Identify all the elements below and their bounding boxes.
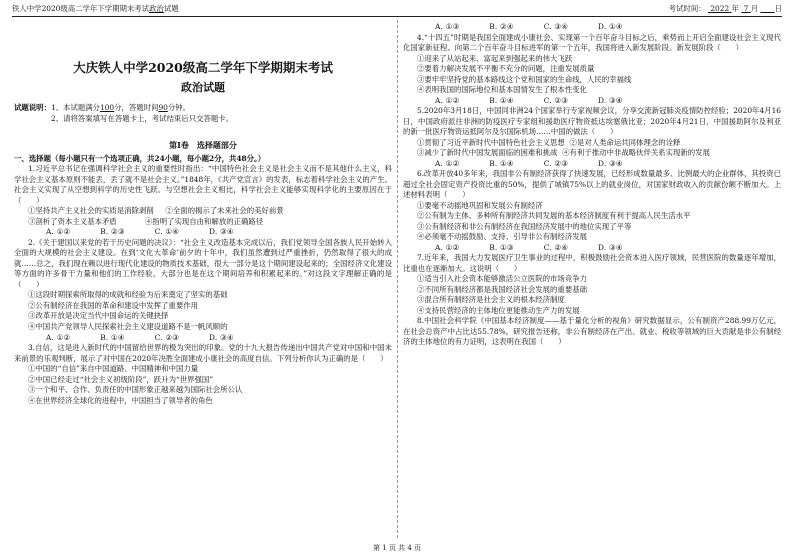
header-subject: 政治 [149,4,164,13]
header-year-unit: 年 [731,4,739,13]
q2-option-2: ②公有制经济在我国的革命和建设中发挥了重要作用 [28,300,198,310]
q4-option-4: ④表明我国的国际地位和基本国情发生了根本性变化 [417,85,587,95]
q1-options-row2: ③剖析了资本主义基本矛盾 ④指明了实现自由和解放的正确路径 [28,216,264,226]
q7-option-3: ③混合所有制经济是社会主义的根本经济制度 [417,295,565,305]
left-column [14,22,392,538]
q3-option-3: ③一个和平、合作、负责任的中国形象正越来越为国际社会所公认 [28,385,243,395]
q3-option-2: ②中国已经走过“社会主义初级阶段”，跃升为“世界强国” [28,374,214,384]
right-column [403,22,781,538]
header-suffix: 试题 [163,4,179,13]
header-left [12,4,179,16]
q7-option-4: ④支持民营经济的主体地位更能推动生产力的发展 [417,305,580,315]
q4-answers: A. ①② B. ①④ C. ②③ D. ③④ [435,95,623,105]
q3-option-4: ④在世界经济全球化的进程中，中国担当了领导者的角色 [28,395,213,405]
q3-option-1: ①中国的“自信”来自中国道路、中国精神和中国力量 [28,364,199,374]
page-header [12,4,782,17]
exam-title: 大庆铁人中学2020级高二学年下学期期末考试 [73,60,333,75]
question-3: 3.自信，这是进入新时代的中国留给世界的极为突出的印象。党的十九大报告传递出中国共产党对中国和中国未来前景的乐观判断，展示了对中国在2020年决胜全面建成小康社会的高度自信。下列分析你认为正确的是（ ） [14,343,392,363]
q4-option-1: ①迎来了从站起来、富起来到强起来的伟大飞跃 [417,53,573,63]
q6-answers: A. ①② B. ①③ C. ②④ D. ③④ [435,242,623,252]
q1-options-row1: ①坚持共产主义社会的实质是消除剥削 ②全面的揭示了未来社会的美好前景 [28,206,284,216]
question-1: 1.习近平总书记在强调科学社会主义的重要性时指出：“中国特色社会主义是社会主义而不是其他什么主义，科学社会主义基本原则不能丢，丢了就不是社会主义。”1848年，《共产党宣言》的发表，标志着科学社会主义的产生。社会主义实现了从空想到科学的历史性飞跃。与空想社会主义相比，科学社会主义能够实现科学化的主要原因在于（ ） [14,164,392,205]
q3-answers: A. ①③ B. ②④ C. ③④ D. ①④ [435,22,623,31]
q1-answers: A. ①② B. ②③ C. ①④ D. ③④ [46,227,234,237]
q2-answers: A. ①② B. ①④ C. ②③ D. ③④ [46,332,234,342]
question-8: 8.中国社会科学院《中国基本经济制度——基于量化分析的视角》研究数据显示，公有制资产288.99万亿元，在社会总资产中占比达55.78%。研究报告还称，非公有制经济在产出、就业、税收等领域的巨大贡献是非公有制经济的主体地位的有力证明，这表明在我国（ ） [403,316,781,347]
header-month: 7 [743,4,749,13]
q6-option-2: ②公有制为主体、多种所有制经济共同发展的基本经济制度有利于提高人民生活水平 [417,211,691,221]
q5-options-row1: ①贯彻了习近平新时代中国特色社会主义思想 ②是对人类命运共同体理念的诠释 [417,137,681,147]
q7-option-1: ①适当引入社会资本能够激活公立医院的市场竞争力 [417,274,587,284]
header-year: 2022 [710,4,730,13]
q5-options-row2: ③减少了新时代中国发展面临的困难和挑战 ④有利于推动中非战略伙伴关系实现新的发展 [417,148,710,158]
header-time-label: 考试时间： [668,4,706,13]
exam-note-1: 试题说明：1、本试题满分100分，答题时间90分钟。 [14,103,191,113]
q2-option-3: ③改革开放是决定当代中国命运的关键抉择 [28,311,169,321]
exam-note-2: 2、请将答案填写在答题卡上，考试结束后只交答题卡。 [51,113,234,123]
header-school: 铁人中学2020级高二学年下学期期末考试 [12,4,150,13]
header-right [669,4,782,16]
q2-option-1: ①这段时期探索所取得的成就和经验为后来奠定了坚实的基础 [28,290,228,300]
header-day [760,4,774,13]
q7-option-2: ②不同所有制经济都是我国经济社会发展的重要基础 [417,284,587,294]
question-2: 2.《关于建国以来党的若干历史问题的决议》：“社会主义改造基本完成以后，我们党领导全国各族人民开始转入全面的大规模的社会主义建设。在到‘文化大革命’前夕的十年中，我们虽然遭到过严重挫折，仍然取得了很大的成就……总之，我们现在赖以进行现代化建设的物质技术基础，很大一部分是这个期间建设起来的；全国经济文化建设等方面的许多骨干力量和他们的工作经验，大部分也是在这个期间培养和积累起来的。”对这段文字理解正确的是（ ） [14,237,392,289]
question-6: 6.改革开放40多年来，我国非公有制经济获得了快速发展，已经形成数量最多、比例最大的企业群体，其投资已超过全社会固定资产投资比重的50%，提供了城镇75%以上的就业岗位，对国家财政收入的贡献份额不断加大。上述材料表明（ ） [403,169,781,200]
q4-option-3: ③要牢牢坚持党的基本路线这个党和国家的生命线，人民的幸福线 [417,74,632,84]
exam-subtitle: 政治试题 [181,80,225,94]
q6-option-3: ③公有制经济和非公有制经济在我国经济发展中的地位实现了平等 [417,221,632,231]
q6-option-1: ①要毫不动摇地巩固和发展公有制经济 [417,200,543,210]
part-title: 一、选择题（每小题只有一个选项正确，共24小题，每小题2分，共48分。） [14,153,266,163]
header-day-unit: 日 [774,4,782,13]
question-4: 4.“十四五”时期是我国全面建成小康社会、实现第一个百年奋斗目标之后，乘势而上开启全面建设社会主义现代化国家新征程、向第二个百年奋斗目标进军的第一个五年，我国将进入新发展阶段。新发展阶段（ ） [403,32,781,53]
section-title: 第Ⅰ卷 选择题部分 [169,140,237,151]
column-divider [397,20,398,538]
q6-option-4: ④必须毫不动摇鼓励、支持、引导非公有制经济发展 [417,232,587,242]
page-footer: 第 1 页 共 4 页 [372,544,422,553]
question-5: 5.2020年3月18日，中国同非洲24个国家举行专家视频会议，分享交流新冠肺炎疫情防控经验；2020年4月16日，中国政府派往非洲的防疫医疗专家组和援助医疗物资抵达埃塞俄比亚；2020年4月21日，中国援助阿尔及利亚的新一批医疗物资运抵阿尔及尔国际机场……中国的做法（ ） [403,106,781,137]
q4-option-2: ②要着力解决发展不平衡不充分的问题，注重发展质量 [417,64,595,74]
q2-option-4: ④中国共产党领导人民探索社会主义建设道路不是一帆风顺的 [28,322,228,331]
header-month-unit: 月 [750,4,759,13]
question-7: 7.近年来，我国大力发展医疗卫生事业的过程中，积极鼓励社会资本进入医疗领域，民营医院的数量逐年增加，比重也在逐渐加大。这说明（ ） [403,253,781,273]
q5-answers: A. ①② B. ①④ C. ②③ D. ③④ [435,158,623,168]
